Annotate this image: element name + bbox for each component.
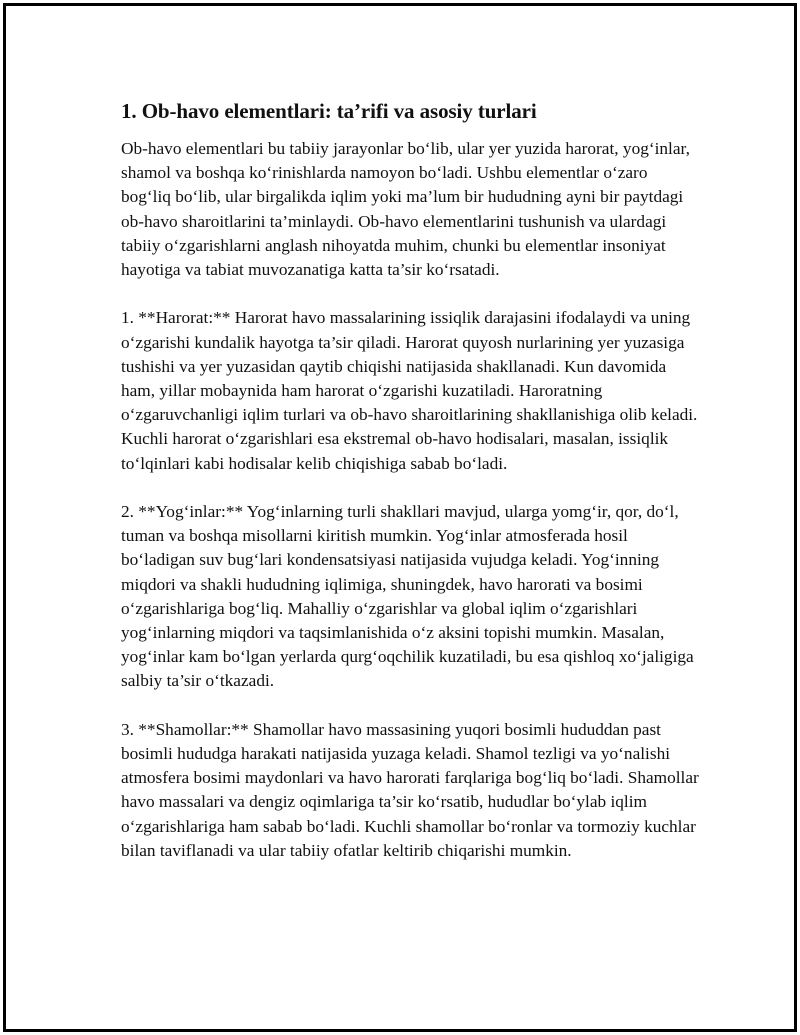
document-body — [121, 98, 701, 887]
harorat-paragraph: 1. **Harorat:** Harorat havo massalarining issiqlik darajasini ifodalaydi va uning o‘zgarishi kundalik hayotga ta’sir qiladi. Harorat quyosh nurlarining yer yuzasiga tushishi va yer yuzasidan qaytib chiqishi natijasida shakllanadi. Kun davomida ham, yillar mobaynida ham harorat o‘zgarishi kuzatiladi. Haroratning o‘zgaruvchanligi iqlim turlari va ob-havo sharoitlarining shakllanishiga olib keladi. Kuchli harorat o‘zgarishlari esa ekstremal ob-havo hodisalari, masalan, issiqlik to‘lqinlari kabi hodisalar kelib chiqishiga sabab bo‘ladi. — [121, 308, 698, 473]
intro-paragraph: Ob-havo elementlari bu tabiiy jarayonlar bo‘lib, ular yer yuzida harorat, yog‘inlar, shamol va boshqa ko‘rinishlarda namoyon bo‘ladi. Ushbu elementlar o‘zaro bog‘liq bo‘lib, ular birgalikda iqlim yoki ma’lum bir hududning ayni bir paytdagi ob-havo sharoitlarini ta’minlaydi. Ob-havo elementlarini tushunish va ulardagi tabiiy o‘zgarishlarni anglash nihoyatda muhim, chunki bu elementlar insoniyat hayotiga va tabiat muvozanatiga katta ta’sir ko‘rsatadi. — [121, 139, 690, 280]
yoginlar-paragraph: 2. **Yog‘inlar:** Yog‘inlarning turli shakllari mavjud, ularga yomg‘ir, qor, do‘l, tuman va boshqa misollarni kiritish mumkin. Yog‘inlar atmosferada hosil bo‘ladigan suv bug‘lari kondensatsiyasi natijasida vujudga keladi. Yog‘inning miqdori va shakli hududning iqlimiga, shuningdek, havo harorati va bosimi o‘zgarishlariga bog‘liq. Mahalliy o‘zgarishlar va global iqlim o‘zgarishlari yog‘inlarning miqdori va taqsimlanishida o‘z aksini topishi mumkin. Masalan, yog‘inlar kam bo‘lgan yerlarda qurg‘oqchilik kuzatiladi, bu esa qishloq xo‘jaligiga salbiy ta’sir o‘tkazadi. — [121, 502, 694, 691]
shamollar-paragraph: 3. **Shamollar:** Shamollar havo massasining yuqori bosimli hududdan past bosimli hududga harakati natijasida yuzaga keladi. Shamol tezligi va yo‘nalishi atmosfera bosimi maydonlari va havo harorati farqlariga bog‘liq bo‘ladi. Shamollar havo massalari va dengiz oqimlariga ta’sir ko‘rsatib, hududlar bo‘ylab iqlim o‘zgarishlariga ham sabab bo‘ladi. Kuchli shamollar bo‘ronlar va tormoziy kuchlar bilan taviflanadi va ular tabiiy ofatlar keltirib chiqarishi mumkin. — [121, 719, 699, 860]
section-heading: 1. Ob-havo elementlari: ta’rifi va asosiy turlari — [121, 99, 537, 123]
page-frame — [3, 3, 797, 1032]
